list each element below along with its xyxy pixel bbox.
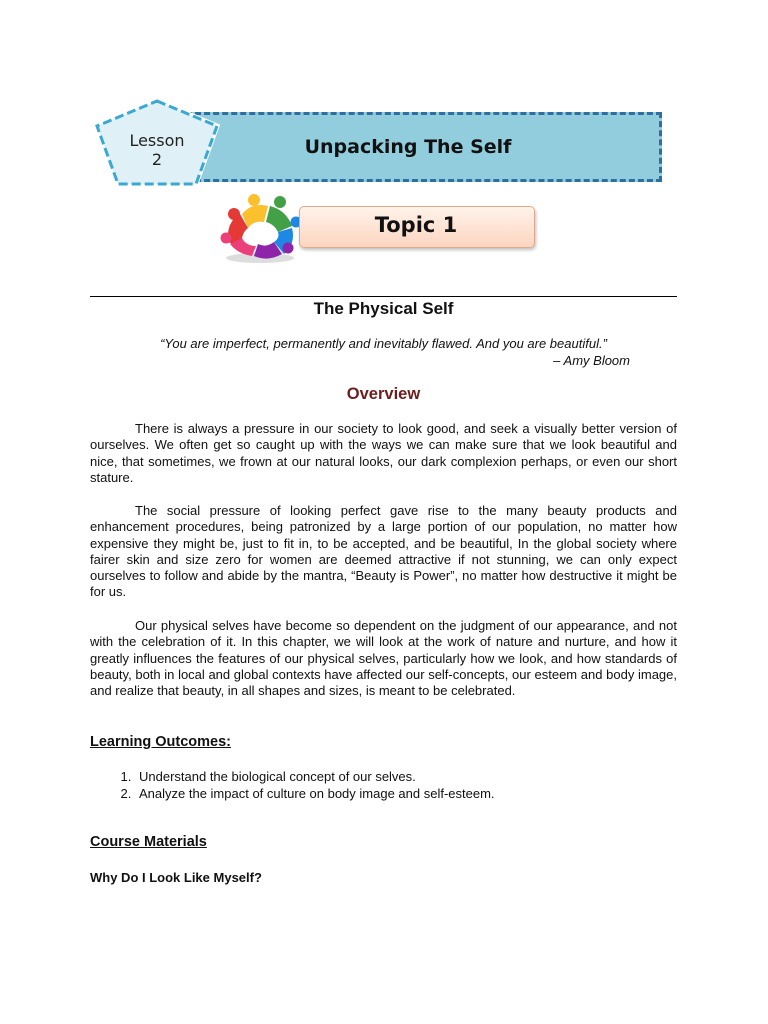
- people-circle-icon: [218, 192, 302, 264]
- overview-paragraph-2: The social pressure of looking perfect gave rise to the many beauty products and enhancement procedures, being patronized by a large portion of our population, no matter how expensive they might be, just to fit in, to be accepted, and be beautiful, In the global society where fairer skin and size zero for women are deemed attractive if not stunning, we can only expect ourselves to follow and abide by the mantra, “Beauty is Power”, no matter how destructive it might be for us.: [90, 503, 677, 600]
- learning-outcomes-heading: Learning Outcomes:: [90, 734, 231, 750]
- overview-paragraph-3: Our physical selves have become so dependent on the judgment of our appearance, and not with the celebration of it. In this chapter, we will look at the work of nature and nurture, and how it greatly influences the features of our physical selves, particularly how we look, and how standards of beauty, both in local and global contexts have affected our self-concepts, our esteem and body image, and realize that beauty, in all shapes and sizes, is meant to be celebrated.: [90, 618, 677, 699]
- lesson-number-value: 2: [151, 150, 163, 169]
- overview-heading: Overview: [346, 385, 421, 403]
- quote-text: “You are imperfect, permanently and inevitably flawed. And you are beautiful.”: [160, 336, 607, 351]
- section-divider: [90, 296, 677, 297]
- course-materials-heading: Course Materials: [90, 834, 207, 850]
- lesson-number: [112, 131, 202, 169]
- lesson-title: Unpacking The Self: [304, 136, 512, 158]
- topic-label: Topic 1: [374, 213, 458, 237]
- quote-author: – Amy Bloom: [553, 353, 630, 368]
- list-item: 1. Understand the biological concept of our selves.: [135, 768, 695, 785]
- lesson-label: Lesson: [129, 131, 185, 150]
- overview-paragraph-1: There is always a pressure in our society to look good, and seek a visually better version of ourselves. We often get so caught up with the ways we can make sure that we look beautiful and nice, that sometimes, we frown at our natural looks, our dark complexion perhaps, or even our short stature.: [90, 421, 677, 485]
- course-materials-subheading: Why Do I Look Like Myself?: [90, 870, 262, 885]
- list-item: 2. Analyze the impact of culture on body image and self-esteem.: [135, 785, 695, 802]
- learning-outcomes-list: [110, 768, 695, 802]
- section-title: The Physical Self: [313, 299, 454, 318]
